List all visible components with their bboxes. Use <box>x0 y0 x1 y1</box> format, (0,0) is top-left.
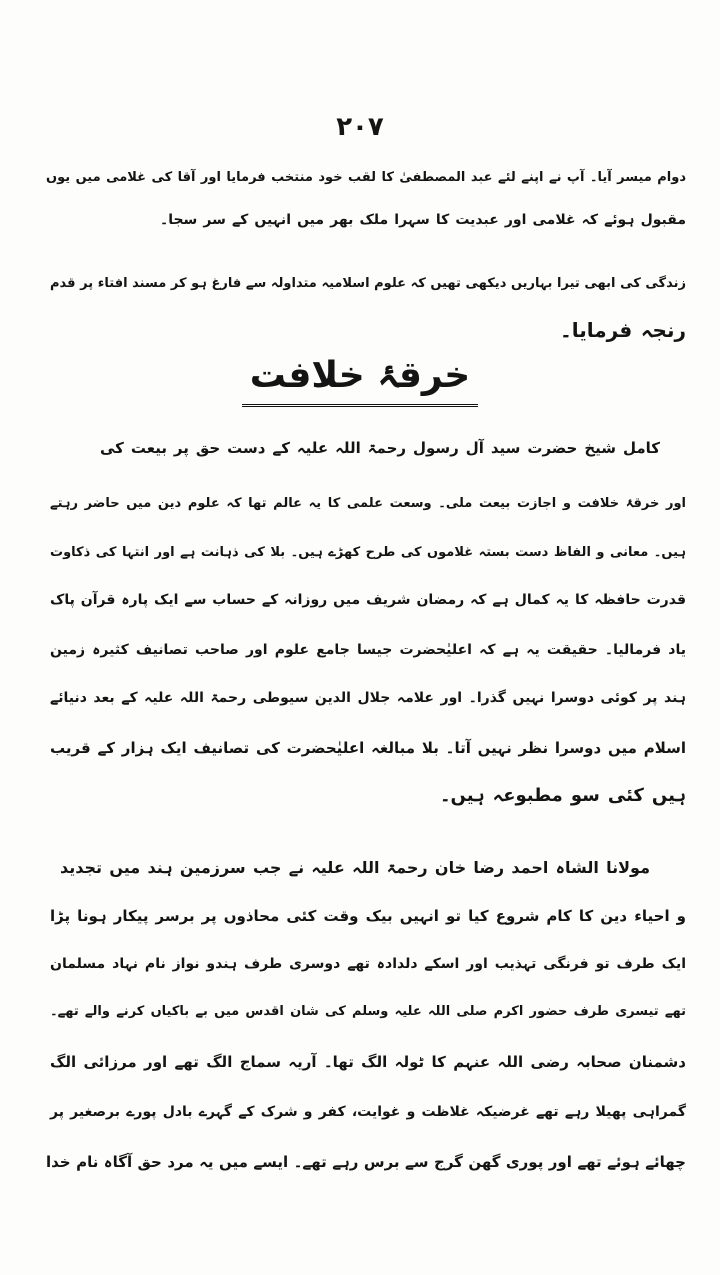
text-line: دشمنان صحابہ رضی اللہ عنہم کا ٹولہ الگ تھا۔ آریہ سماج الگ تھے اور مرزائی الگ <box>50 1053 686 1071</box>
text-line: زندگی کی ابھی تیرا بہاریں دیکھی تھیں کہ علوم اسلامیہ متداولہ سے فارغ ہو کر مسند افتاء پر قدم <box>50 276 686 291</box>
text-line: دوام میسر آیا۔ آپ نے اپنے لئے عبد المصطفیٰ کا لقب خود منتخب فرمایا اور آقا کی غلامی میں یوں <box>46 170 686 185</box>
heading-container <box>0 352 720 407</box>
text-line: مولانا الشاہ احمد رضا خان رحمۃ اللہ علیہ نے جب سرزمین ہند میں تجدید <box>60 858 650 877</box>
text-line: اور خرقۂ خلافت و اجازت بیعت ملی۔ وسعت علمی کا یہ عالم تھا کہ علوم دین میں حاضر رہتے <box>50 496 686 511</box>
text-line: رنجہ فرمایا۔ <box>560 318 686 342</box>
text-line: ہیں کئی سو مطبوعہ ہیں۔ <box>440 785 686 806</box>
text-line: قدرت حافظہ کا یہ کمال ہے کہ رمضان شریف میں روزانہ کے حساب سے ایک پارہ قرآن پاک <box>50 592 686 608</box>
text-line: کامل شیخ حضرت سید آل رسول رحمۃ اللہ علیہ کے دست حق پر بیعت کی <box>100 439 660 457</box>
text-line: ایک طرف تو فرنگی تہذیب اور اسکے دلدادہ تھے دوسری طرف ہندو نواز نام نہاد مسلمان <box>50 956 686 972</box>
text-line: ہیں۔ معانی و الفاظ دست بستہ غلاموں کی طرح کھڑے ہیں۔ بلا کی ذہانت ہے اور انتہا کی ذکاوت <box>50 545 686 560</box>
page-number: ۲۰۷ <box>336 112 384 142</box>
text-line: مقبول ہوئے کہ غلامی اور عبدیت کا سہرا ملک بھر میں انہیں کے سر سجا۔ <box>160 212 686 228</box>
section-heading: خرقۂ خلافت <box>242 352 479 407</box>
text-line: و احیاء دین کا کام شروع کیا تو انہیں بیک وقت کئی محاذوں پر برسر پیکار ہونا پڑا <box>50 907 686 925</box>
text-line: یاد فرمالیا۔ حقیقت یہ ہے کہ اعلیٰحضرت جیسا جامع علوم اور صاحب تصانیف کثیرہ زمین <box>50 642 686 658</box>
text-line: ہند پر کوئی دوسرا نہیں گذرا۔ اور علامہ جلال الدین سیوطی رحمۃ اللہ علیہ کے بعد دنیائے <box>50 690 686 706</box>
text-line: چھائے ہوئے تھے اور پوری گھن گرج سے برس رہے تھے۔ ایسے میں یہ مرد حق آگاہ نام خدا <box>46 1153 686 1171</box>
text-line: گمراہی پھیلا رہے تھے غرضیکہ غلاظت و غوایت، کفر و شرک کے گہرے بادل پورے برصغیر پر <box>50 1104 686 1120</box>
text-line: اسلام میں دوسرا نظر نہیں آتا۔ بلا مبالغہ اعلیٰحضرت کی تصانیف ایک ہزار کے قریب <box>50 739 686 757</box>
text-line: تھے تیسری طرف حضور اکرم صلی اللہ علیہ وسلم کی شان اقدس میں بے باکیاں کرنے والے تھے۔ <box>50 1004 686 1019</box>
